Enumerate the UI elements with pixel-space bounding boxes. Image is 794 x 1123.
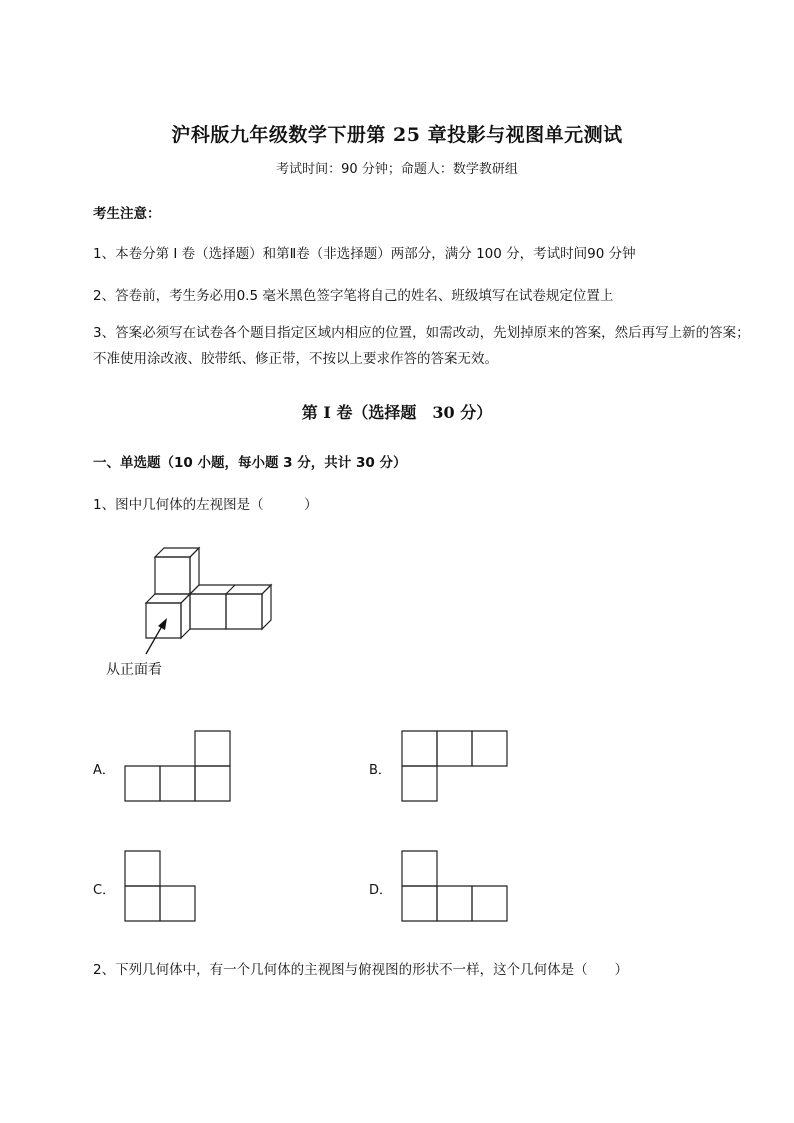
option-d-label[interactable]: D． [369,883,393,898]
option-c-label[interactable]: C． [93,883,116,898]
cube-top-front [155,557,190,594]
cube-right-2-front [226,594,262,629]
view-arrow-icon [140,610,180,660]
section-title: 一、单选题（10 小题，每小题 3 分，共计 30 分） [93,455,407,471]
solid-figure [100,540,280,640]
option-a-label[interactable]: A． [93,763,115,778]
notes-heading: 考生注意： [93,206,161,222]
exam-info: 考试时间：90 分钟；命题人：数学教研组 [276,162,518,177]
cube-front-side [181,594,190,638]
figure-caption: 从正面看 [106,662,162,678]
cube-top-top [155,548,199,557]
option-a-figure[interactable] [124,730,234,805]
cube-right-side [262,585,271,629]
question-2-text: 2、下列几何体中，有一个几何体的主视图与俯视图的形状不一样，这个几何体是（ ） [93,962,629,978]
question-1-text: 1、图中几何体的左视图是（ ） [93,497,318,513]
option-b-label[interactable]: B． [369,763,391,778]
cube-right-1-front [190,594,226,629]
cube-front-top [146,594,190,603]
part-title: 第 I 卷（选择题 30 分） [301,403,493,422]
option-b-figure[interactable] [401,730,511,805]
option-d-figure[interactable] [401,850,511,925]
note-item-1: 1、本卷分第 I 卷（选择题）和第Ⅱ卷（非选择题）两部分，满分 100 分，考试时间90 分钟 [93,246,636,262]
option-c-figure[interactable] [124,850,199,925]
page-title: 沪科版九年级数学下册第 25 章投影与视图单元测试 [171,124,623,146]
note-item-2: 2、答卷前，考生务必用0.5 毫米黑色签字笔将自己的姓名、班级填写在试卷规定位置上 [93,288,614,304]
note-item-3: 3、答案必须写在试卷各个题目指定区域内相应的位置，如需改动，先划掉原来的答案，然后再写上新的答案；不准使用涂改液、胶带纸、修正带，不按以上要求作答的答案无效。 [93,325,750,367]
